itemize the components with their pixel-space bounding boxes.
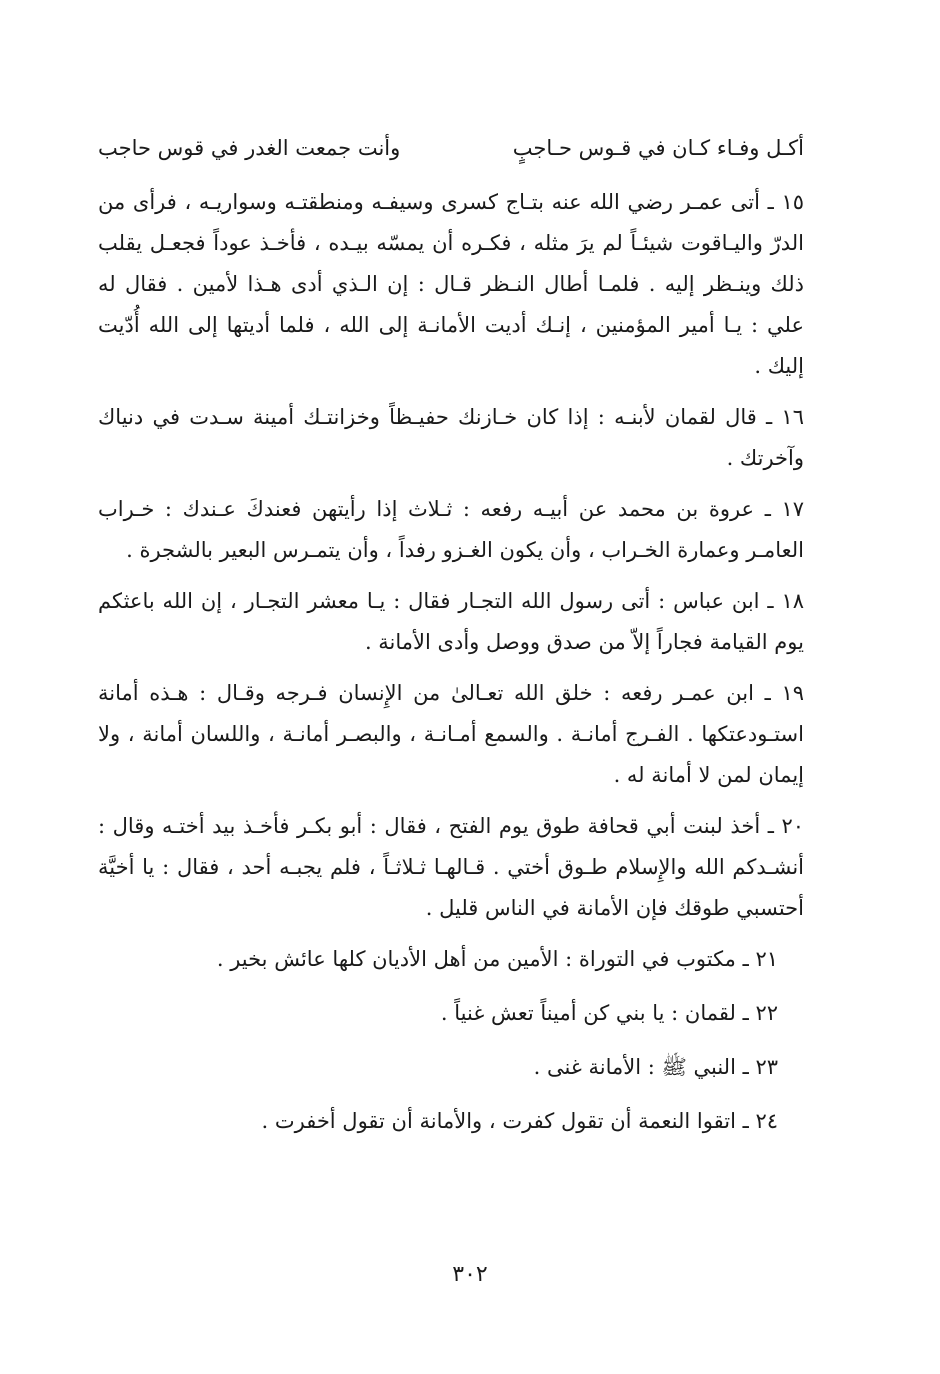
paragraph-text: أخذ لبنت أبي قحافة طوق يوم الفتح ، فقال : أبو بكـر فأخـذ بيد أختـه وقال : أنشـدكم الله والإِسلام طـوق أختي . قـالهـا ثـلاثـاً ، فلم يجبـه أحد ، فقال : يا أخيَّة أحتسبي طوقك فإن الأمانة في الناس قليل . [98, 814, 804, 920]
paragraph-text: أتى عمـر رضي الله عنه بتـاج كسرى وسيفـه ومنطقتـه وسواريـه ، فرأى من الدرّ واليـاقوت شيئـاً لم يرَ مثله ، فكـره أن يمسّه بيـده ، فأخـذ عوداً فجعـل يقلب ذلك وينـظر إليه . فلمـا أطال النـظر قـال : إن الـذي أدى هـذا لأمين . فقال له علي : يـا أمير المؤمنين ، إنـك أديت الأمانـة إلى الله ، فلما أديتها إلى الله أُدّيت إليك . [98, 190, 804, 378]
page-body [98, 130, 804, 1155]
paragraph-number: ١٥ ـ [767, 190, 804, 214]
paragraph-number: ١٨ ـ [767, 589, 804, 613]
line-text: لقمان : يا بني كن أميناً تعش غنياً . [440, 1001, 736, 1025]
line-number: ٢٣ ـ [742, 1055, 778, 1079]
paragraph-number: ٢٠ ـ [767, 814, 804, 838]
paragraph-text: عروة بن محمد عن أبيـه رفعه : ثـلاث إذا رأيتهن فعندكَ عـندك : خـراب العامـر وعمارة الخـراب ، وأن يكون الغـزو رفداً ، وأن يتمـرس البعير بالشجرة . [98, 497, 804, 562]
numbered-line-24 [98, 1101, 804, 1142]
paragraph-text: ابن عمـر رفعه : خلق الله تعـالىٰ من الإِنسان فـرجه وقـال : هـذه أمانة استـودعتكها . الفـرج أمانـة . والسمع أمـانـة ، والبصـر أمانـة ، واللسان أمانة ، ولا إيمان لمن لا أمانة له . [98, 681, 804, 787]
poetry-verse [98, 130, 804, 176]
numbered-paragraph-15 [98, 182, 804, 387]
numbered-paragraph-16 [98, 397, 804, 479]
paragraph-number: ١٩ ـ [764, 681, 804, 705]
numbered-paragraph-18 [98, 581, 804, 663]
paragraph-number: ١٦ ـ [766, 405, 804, 429]
numbered-line-23 [98, 1047, 804, 1088]
paragraph-number: ١٧ ـ [764, 497, 804, 521]
page-number: ٣٠٢ [452, 1262, 488, 1287]
line-number: ٢١ ـ [742, 947, 778, 971]
verse-first-hemistich: أكـل وفـاء كـان في قـوس حـاجبٍ [512, 136, 804, 160]
paragraph-text: ابن عباس : أتى رسول الله التجـار فقال : يـا معشر التجـار ، إن الله باعثكم يوم القيامة فجاراً إلاّ من صدق ووصل وأدى الأمانة . [98, 589, 804, 654]
numbered-paragraph-20 [98, 806, 804, 929]
verse-second-hemistich: وأنت جمعت الغدر في قوس حاجب [98, 136, 401, 160]
line-text: اتقوا النعمة أن تقول كفرت ، والأمانة أن تقول أخفرت . [261, 1109, 736, 1133]
paragraph-text: قال لقمان لأبنـه : إذا كان خـازنك حفيـظاً وخزانتـك أمينة سـدت في دنياك وآخرتك . [98, 405, 804, 470]
line-number: ٢٢ ـ [742, 1001, 778, 1025]
line-text: النبي ﷺ : الأمانة غنى . [533, 1055, 736, 1079]
numbered-line-22 [98, 993, 804, 1034]
numbered-paragraph-19 [98, 673, 804, 796]
numbered-line-21 [98, 939, 804, 980]
line-text: مكتوب في التوراة : الأمين من أهل الأديان كلها عائش بخير . [216, 947, 736, 971]
numbered-paragraph-17 [98, 489, 804, 571]
line-number: ٢٤ ـ [742, 1109, 778, 1133]
